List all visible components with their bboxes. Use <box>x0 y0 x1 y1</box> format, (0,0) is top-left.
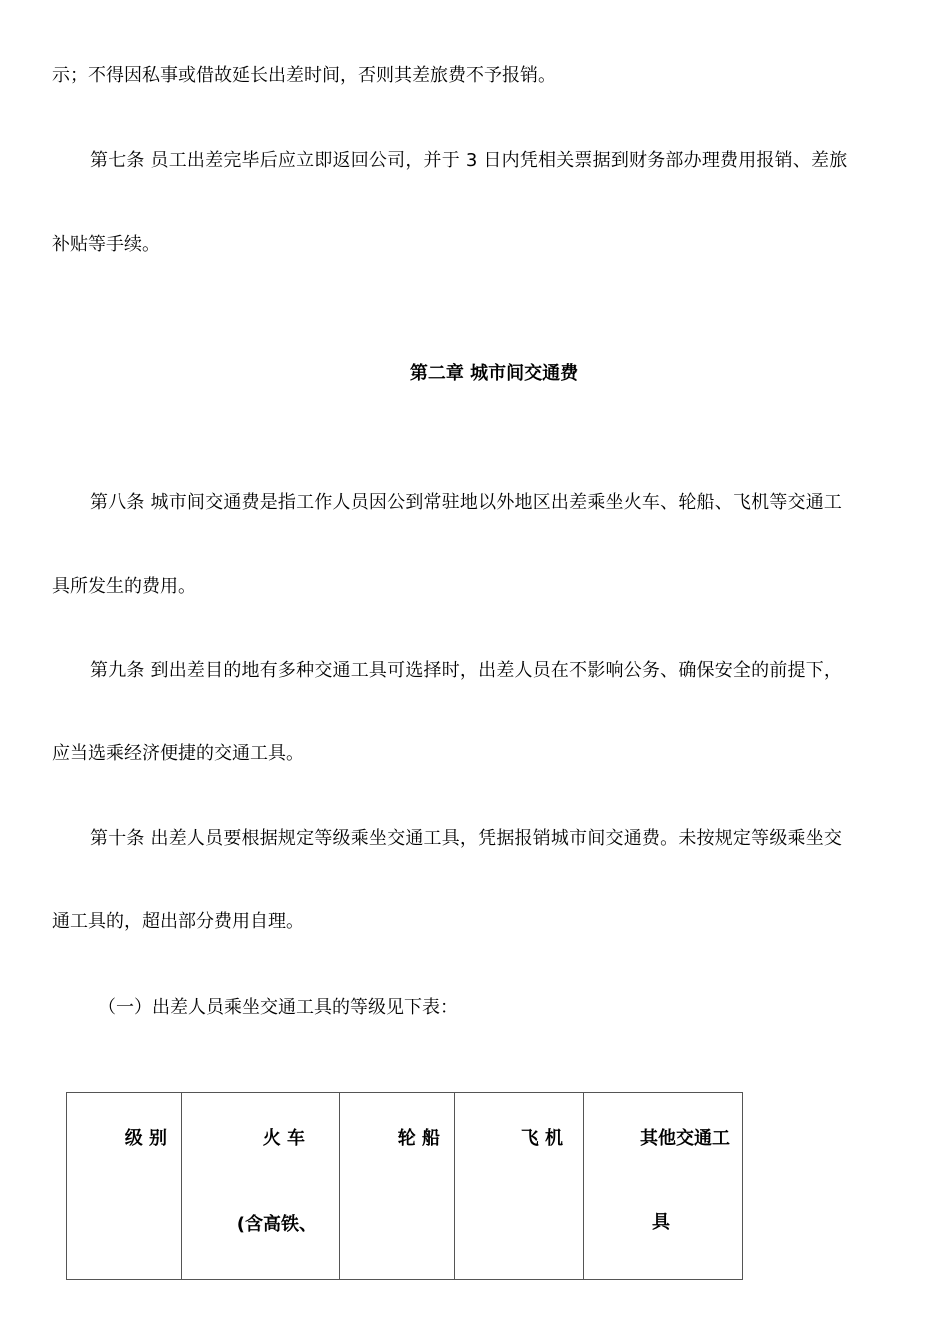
header-cell-ship <box>340 1093 455 1280</box>
table-intro: （一）出差人员乘坐交通工具的等级见下表： <box>98 997 458 1018</box>
header-cell-level <box>67 1093 182 1280</box>
article-8-line-1: 第八条 城市间交通费是指工作人员因公到常驻地以外地区出差乘坐火车、轮船、飞机等交通工 <box>90 492 843 513</box>
article-7-line-1: 第七条 员工出差完毕后应立即返回公司，并于 3 日内凭相关票据到财务部办理费用报销、差旅 <box>90 150 848 171</box>
article-9-line-2: 应当选乘经济便捷的交通工具。 <box>52 743 304 764</box>
chapter-title: 第二章 城市间交通费 <box>409 363 579 384</box>
article-10-line-1: 第十条 出差人员要根据规定等级乘坐交通工具，凭据报销城市间交通费。未按规定等级乘坐交 <box>90 828 843 849</box>
header-ship: 轮 船 <box>397 1128 440 1149</box>
header-other: 其他交通工 <box>640 1128 730 1149</box>
header-train-note: (含高铁、 <box>236 1214 317 1235</box>
header-level: 级 别 <box>124 1128 167 1149</box>
article-7-line-2: 补贴等手续。 <box>52 234 160 255</box>
article-8-line-2: 具所发生的费用。 <box>52 576 196 597</box>
header-cell-train <box>182 1093 340 1280</box>
header-cell-plane <box>455 1093 584 1280</box>
article-10-line-2: 通工具的，超出部分费用自理。 <box>52 911 304 932</box>
header-cell-other <box>584 1093 743 1280</box>
article-9-line-1: 第九条 到出差目的地有多种交通工具可选择时，出差人员在不影响公务、确保安全的前提下， <box>90 660 843 681</box>
transport-grade-table <box>66 1092 743 1280</box>
header-plane: 飞 机 <box>520 1128 563 1149</box>
table-header-row <box>67 1093 743 1280</box>
paragraph-line: 示；不得因私事或借故延长出差时间，否则其差旅费不予报销。 <box>52 65 556 86</box>
header-other-cont: 具 <box>652 1212 670 1233</box>
header-train: 火 车 <box>262 1128 305 1149</box>
